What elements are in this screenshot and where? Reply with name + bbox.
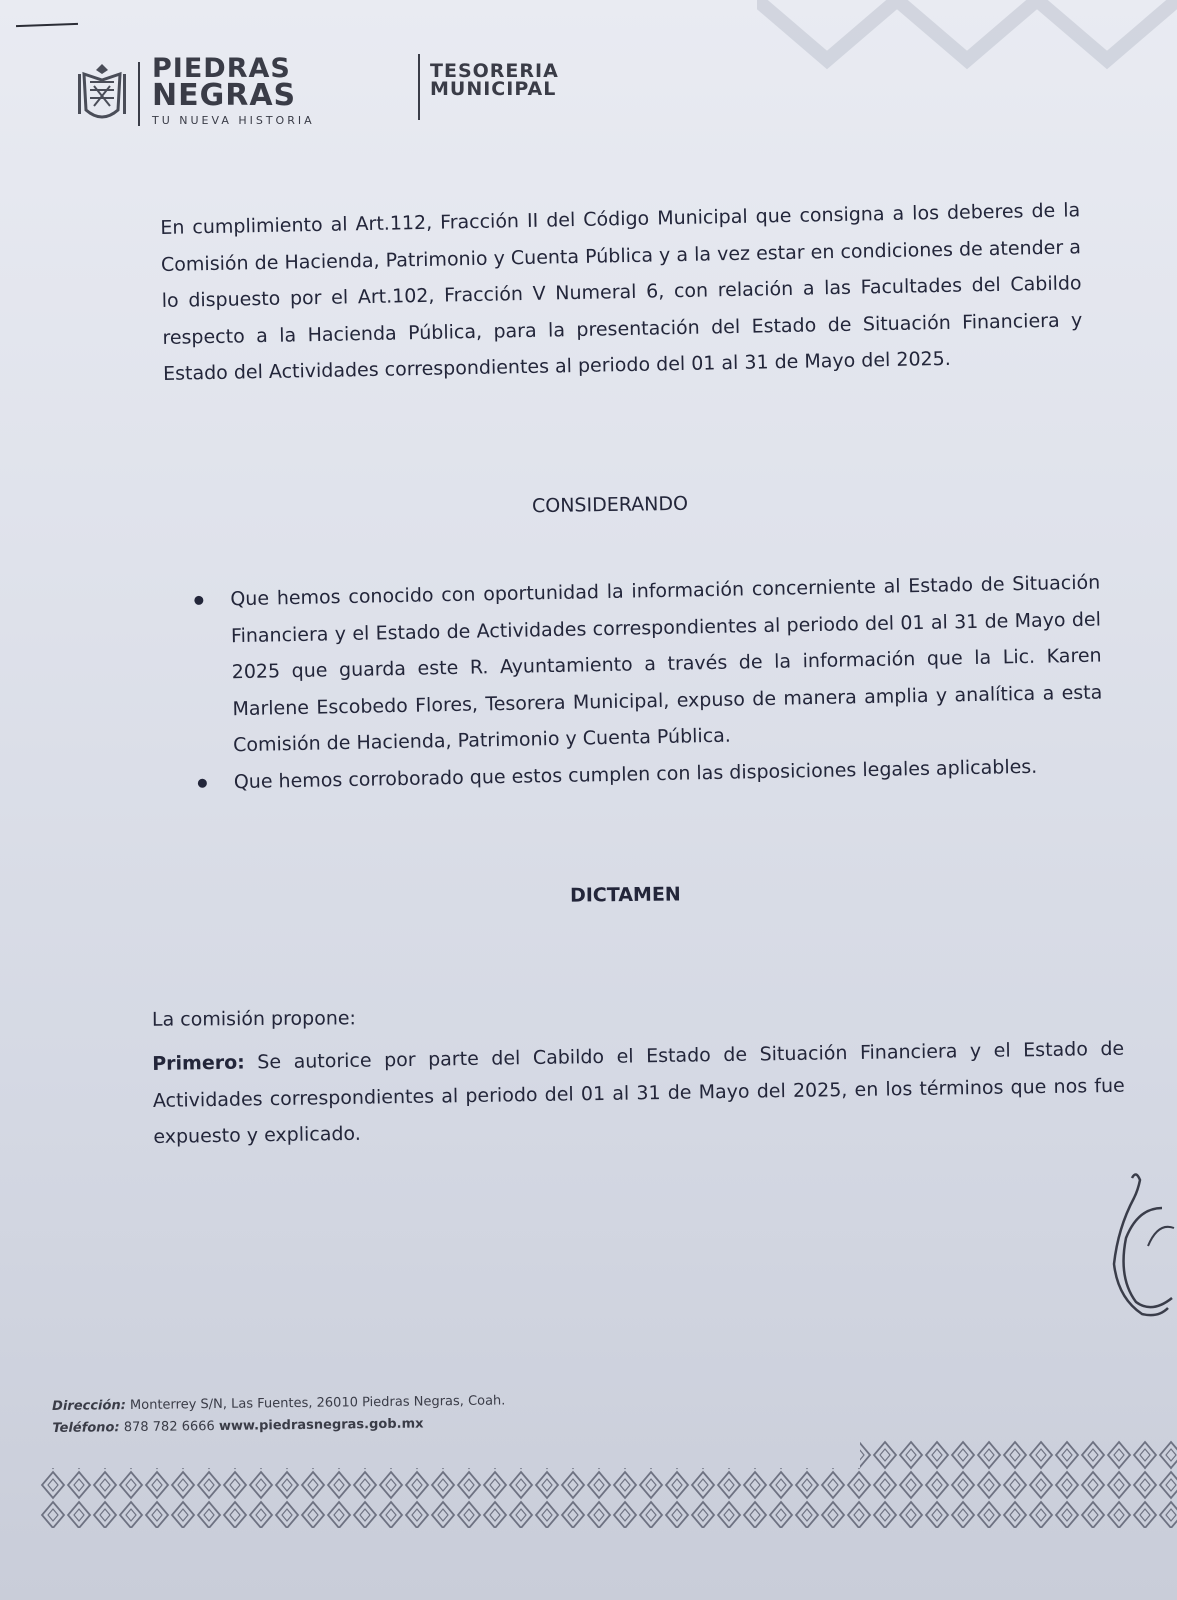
primero-text: Se autorice por parte del Cabildo el Estado de Situación Financiera y el Estado de Actividades correspondientes al periodo del 01 al 31 de Mayo del 2025, en los términos que nos fue expuesto y explicado. (152, 1037, 1125, 1148)
phone-label: Teléfono: (52, 1420, 120, 1436)
brand-logo (152, 53, 315, 127)
pen-mark (16, 23, 78, 27)
brand-name-line1: PIEDRAS (152, 53, 291, 84)
handwritten-signature (1078, 1168, 1177, 1328)
decorative-zigzag-watermark (757, 0, 1177, 80)
brand-tagline: TU NUEVA HISTORIA (152, 114, 315, 127)
primero-paragraph (152, 1031, 1126, 1156)
office-name-line2: MUNICIPAL (430, 78, 557, 100)
considerando-heading: CONSIDERANDO (531, 492, 689, 518)
brand-name-line2: NEGRAS (152, 78, 297, 113)
propone-text: La comisión propone: (151, 1007, 356, 1031)
list-item: Que hemos conocido con oportunidad la información concerniente al Estado de Situación Financiera y el Estado de Actividades correspondientes al periodo del 01 al 31 de Mayo del 2025 que guarda este R. Ayuntamiento a través de la información que la Lic. Karen Marlene Escobedo Flores, Tesorera Municipal, expuso de manera amplia y analítica a esta Comisión de Hacienda, Patrimonio y Cuenta Pública. (190, 565, 1103, 765)
brand-divider (138, 62, 140, 126)
footer-phone-row (52, 1412, 506, 1440)
primero-label: Primero: (152, 1051, 245, 1075)
intro-paragraph: En cumplimiento al Art.112, Fracción II del Código Municipal que consigna a los deberes de la Comisión de Hacienda, Patrimonio y Cuenta Pública y a la vez estar en condiciones de atender a lo dispuesto por el Art.102, Fracción V Numeral 6, con relación a las Facultades del Cabildo respecto a la Hacienda Pública, para la presentación del Estado de Situación Financiera y Estado del Actividades correspondientes al periodo del 01 al 31 de Mayo del 2025. (160, 199, 1083, 385)
office-divider (418, 54, 420, 120)
address-label: Dirección: (52, 1398, 126, 1414)
decorative-pattern-band (40, 1440, 1177, 1530)
website-link[interactable]: www.piedrasnegras.gob.mx (218, 1416, 424, 1434)
office-name-line1: TESORERIA (430, 60, 559, 82)
dictamen-heading: DICTAMEN (569, 883, 681, 907)
address-text: Monterrey S/N, Las Fuentes, 26010 Piedras Negras, Coah. (125, 1393, 506, 1414)
phone-text: 878 782 6666 (119, 1418, 219, 1436)
office-name (430, 62, 559, 98)
coat-of-arms-icon (74, 60, 130, 126)
footer-contact (52, 1390, 506, 1440)
list-item: Que hemos corroborado que estos cumplen con las disposiciones legales aplicables. (194, 747, 1105, 801)
considerando-list (190, 565, 1104, 801)
